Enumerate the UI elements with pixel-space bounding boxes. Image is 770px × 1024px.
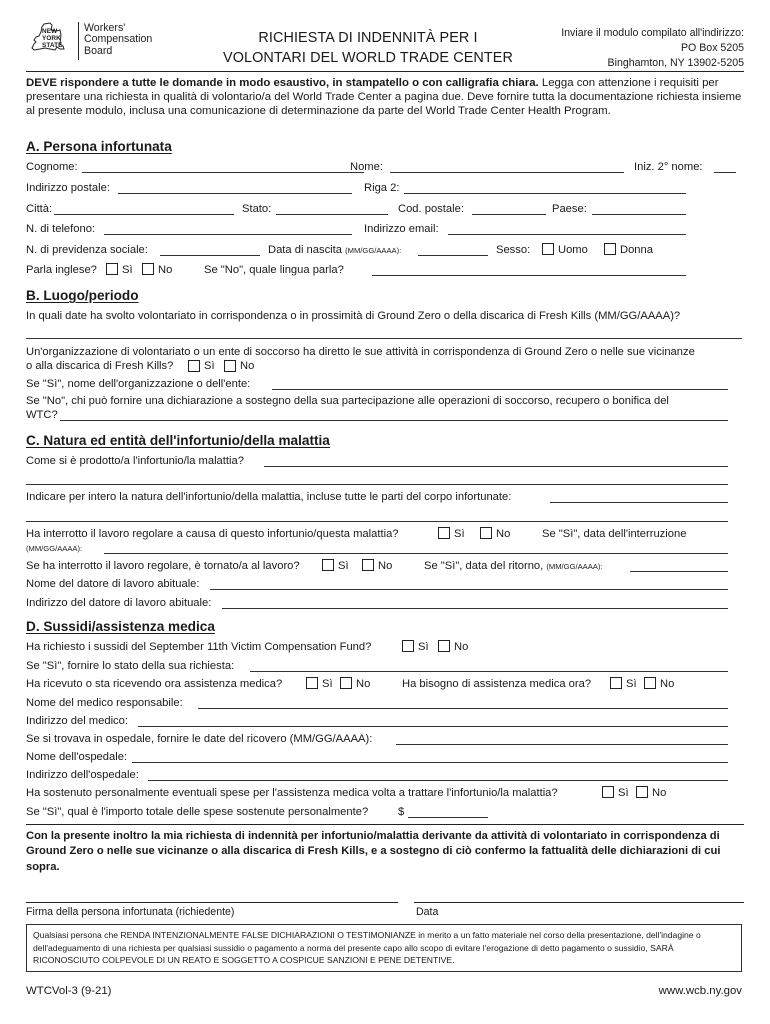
- hospital-dates-field[interactable]: [396, 744, 728, 745]
- ssn-label: N. di previdenza sociale:: [26, 244, 148, 256]
- needs-care-label: Ha bisogno di assistenza medica ora?: [402, 678, 592, 690]
- row-employer-name: [26, 577, 744, 592]
- section-d-title: D. Sussidi/assistenza medica: [26, 619, 215, 634]
- vcf-status-label: Se "Sì", fornire lo stato della sua richiesta:: [26, 660, 235, 672]
- english-yes-label: Sì: [122, 264, 133, 276]
- employer-name-label: Nome del datore di lavoro abituale:: [26, 578, 200, 590]
- stopped-work-label: Ha interrotto il lavoro regolare a causa di questo infortunio/questa malattia?: [26, 528, 399, 540]
- vcf-no-label: No: [454, 641, 469, 653]
- returned-no-label: No: [378, 560, 393, 572]
- row-contact: [26, 222, 744, 237]
- volunteer-dates-field[interactable]: [26, 338, 742, 339]
- receiving-care-no-label: No: [356, 678, 371, 690]
- row-address: [26, 181, 744, 196]
- row-name: [26, 160, 744, 175]
- row-city: [26, 202, 744, 217]
- hospital-address-label: Indirizzo dell'ospedale:: [26, 769, 139, 781]
- doctor-name-field[interactable]: [198, 708, 728, 709]
- returned-no-checkbox[interactable]: [362, 559, 374, 571]
- dob-label: Data di nascita (MM/GG/AAAA):: [268, 244, 402, 256]
- date-field[interactable]: [414, 902, 744, 903]
- sex-label: Sesso:: [496, 244, 531, 256]
- postal-code-field[interactable]: [472, 214, 546, 215]
- section-b-title: B. Luogo/periodo: [26, 288, 139, 303]
- surname-field[interactable]: [82, 172, 364, 173]
- returned-work-label: Se ha interrotto il lavoro regolare, è tornato/a al lavoro?: [26, 560, 300, 572]
- needs-care-no-label: No: [660, 678, 675, 690]
- row-ssn-dob-sex: [26, 243, 744, 258]
- ssn-field[interactable]: [160, 255, 260, 256]
- support-statement-field[interactable]: [60, 420, 728, 421]
- stop-date-format: (MM/GG/AAAA):: [26, 544, 83, 553]
- organization-question-line2: o alla discarica di Fresh Kills?: [26, 360, 174, 372]
- row-paid-expenses: [26, 786, 744, 801]
- paid-expenses-yes-checkbox[interactable]: [602, 786, 614, 798]
- fraud-warning-box: [26, 924, 742, 972]
- english-no-label: No: [158, 264, 173, 276]
- receiving-care-yes-label: Sì: [322, 678, 333, 690]
- dob-field[interactable]: [418, 255, 488, 256]
- language-label: Se "No", quale lingua parla?: [204, 264, 344, 276]
- employer-name-field[interactable]: [210, 589, 728, 590]
- receiving-care-label: Ha ricevuto o sta ricevendo ora assistenza medica?: [26, 678, 283, 690]
- stopped-work-yes-checkbox[interactable]: [438, 527, 450, 539]
- english-yes-checkbox[interactable]: [106, 263, 118, 275]
- injury-nature-field[interactable]: [550, 502, 728, 503]
- phone-field[interactable]: [104, 234, 352, 235]
- form-header: [26, 18, 744, 70]
- state-field[interactable]: [276, 214, 388, 215]
- row-vcf-status: [26, 659, 744, 674]
- english-no-checkbox[interactable]: [142, 263, 154, 275]
- vcf-yes-label: Sì: [418, 641, 429, 653]
- row-how-occurred: [26, 454, 744, 469]
- name-label: Nome:: [350, 161, 383, 173]
- total-expenses-field[interactable]: [408, 817, 488, 818]
- injury-nature-field-continued[interactable]: [26, 521, 728, 522]
- language-field[interactable]: [372, 275, 686, 276]
- address-line2-label: Riga 2:: [364, 182, 400, 194]
- middle-initial-field[interactable]: [714, 172, 736, 173]
- return-date-label: Se "Sì", data del ritorno, (MM/GG/AAAA):: [424, 560, 603, 572]
- receiving-care-no-checkbox[interactable]: [340, 677, 352, 689]
- form-title: RICHIESTA DI INDENNITÀ PER I VOLONTARI DEL WORLD TRADE CENTER: [223, 30, 513, 66]
- row-volunteer-dates-answer: [26, 326, 744, 341]
- organization-name-field[interactable]: [272, 389, 728, 390]
- organization-name-label: Se "Sì", nome dell'organizzazione o dell'ente:: [26, 378, 251, 390]
- paid-expenses-label: Ha sostenuto personalmente eventuali spese per l'assistenza medica volta a trattare l'infortunio/la malattia?: [26, 787, 558, 799]
- organization-no-checkbox[interactable]: [224, 360, 236, 372]
- returned-yes-checkbox[interactable]: [322, 559, 334, 571]
- vcf-status-field[interactable]: [250, 671, 728, 672]
- row-employer-address: [26, 596, 744, 611]
- organization-yes-label: Sì: [204, 360, 215, 372]
- total-expenses-label: Se "Sì", qual è l'importo totale delle spese sostenute personalmente?: [26, 806, 369, 818]
- middle-initial-label: Iniz. 2° nome:: [634, 161, 703, 173]
- agency-name: Workers' Compensation Board: [84, 22, 153, 57]
- stopped-work-no-checkbox[interactable]: [480, 527, 492, 539]
- name-field[interactable]: [390, 172, 624, 173]
- row-hospital-address: [26, 768, 744, 783]
- row-injury-nature: [26, 490, 744, 505]
- hospital-dates-label: Se si trovava in ospedale, fornire le date del ricovero (MM/GG/AAAA):: [26, 733, 373, 745]
- stop-date-label: Se "Sì", data dell'interruzione: [542, 528, 687, 540]
- country-label: Paese:: [552, 203, 587, 215]
- signature-label: Firma della persona infortunata (richiedente): [26, 906, 235, 918]
- volunteer-dates-question: In quali date ha svolto volontariato in corrispondenza o in prossimità di Ground Zero o della discarica di Fresh Kills (MM/GG/AAAA)?: [26, 310, 681, 322]
- sex-female-label: Donna: [620, 244, 653, 256]
- paid-expenses-no-label: No: [652, 787, 667, 799]
- logo-divider: [78, 22, 79, 60]
- postal-address-label: Indirizzo postale:: [26, 182, 110, 194]
- state-label: Stato:: [242, 203, 272, 215]
- how-occurred-field[interactable]: [264, 466, 728, 467]
- employer-address-field[interactable]: [222, 608, 728, 609]
- row-hospital-name: [26, 750, 744, 765]
- section-a-title: A. Persona infortunata: [26, 139, 172, 154]
- organization-yes-checkbox[interactable]: [188, 360, 200, 372]
- email-field[interactable]: [448, 234, 686, 235]
- row-organization-name: [26, 377, 744, 392]
- doctor-address-field[interactable]: [138, 726, 728, 727]
- vcf-label: Ha richiesto i sussidi del September 11th Victim Compensation Fund?: [26, 641, 372, 653]
- vcf-yes-checkbox[interactable]: [402, 640, 414, 652]
- doctor-address-label: Indirizzo del medico:: [26, 715, 128, 727]
- row-support-answer: [26, 408, 744, 423]
- email-label: Indirizzo email:: [364, 223, 439, 235]
- receiving-care-yes-checkbox[interactable]: [306, 677, 318, 689]
- row-injury-nature-cont: [26, 509, 744, 524]
- hospital-name-label: Nome dell'ospedale:: [26, 751, 128, 763]
- stopped-work-yes-label: Sì: [454, 528, 465, 540]
- how-occurred-label: Come si è prodotto/a l'infortunio/la malattia?: [26, 455, 244, 467]
- postal-address-field[interactable]: [118, 193, 352, 194]
- support-question-line2: WTC?: [26, 409, 58, 421]
- stopped-work-no-label: No: [496, 528, 511, 540]
- logo-state-text: NEW YORK STATE: [42, 28, 63, 49]
- organization-no-label: No: [240, 360, 255, 372]
- row-stop-date: [26, 541, 744, 556]
- row-doctor-address: [26, 714, 744, 729]
- currency-symbol: $: [398, 806, 405, 818]
- row-hospital-dates: [26, 732, 744, 747]
- row-total-expenses: [26, 805, 744, 820]
- row-vcf: [26, 640, 744, 655]
- row-organization-answer: [26, 359, 744, 374]
- row-volunteer-dates: [26, 309, 744, 324]
- declaration-rule: [26, 824, 744, 825]
- signature-field[interactable]: [26, 902, 398, 903]
- fraud-warning-text: Qualsiasi persona che RENDA INTENZIONALMENTE FALSE DICHIARAZIONI O TESTIMONIANZE in merito a un fatto materiale nel corso della presentazione, dell'indagine o dell'adeguamento di una richiesta per qualsiasi sussidio o pagamento a norma del presente capo allo scopo di evitare l'erogazione di detto pagamento o sussidio, SARÀ RICONOSCIUTO COLPEVOLE DI UN REATO E SOGGETTO A COSPICUE SANZIONI E PENE DETENTIVE.: [33, 930, 701, 966]
- paid-expenses-no-checkbox[interactable]: [636, 786, 648, 798]
- stop-date-field[interactable]: [104, 553, 728, 554]
- surname-label: Cognome:: [26, 161, 78, 173]
- row-language: [26, 263, 744, 278]
- organization-question: Un'organizzazione di volontariato o un ente di soccorso ha diretto le sue attività in corrispondenza di Ground Zero o nelle sue vicinanze: [26, 346, 695, 358]
- support-statement-question: Se "No", chi può fornire una dichiarazione a sostegno della sua partecipazione alle operazioni di soccorso, recupero o bonifica del: [26, 395, 669, 407]
- header-rule: [26, 71, 744, 72]
- injury-nature-label: Indicare per intero la natura dell'infortunio/della malattia, incluse tutte le parti del corpo infortunate:: [26, 491, 512, 503]
- instructions: DEVE rispondere a tutte le domande in modo esaustivo, in stampatello o con calligrafia chiara. Legga con attenzione i requisiti per presentare una richiesta in qualità di volontario/a del World Trade Center a pagina due. Deve fornire tutta la documentazione richiesta insieme al presente modulo, inclusa una comunicazione di determinazione da parte del World Trade Center Health Program.: [26, 77, 742, 117]
- speaks-english-label: Parla inglese?: [26, 264, 97, 276]
- needs-care-yes-label: Sì: [626, 678, 637, 690]
- date-label: Data: [416, 906, 439, 918]
- hospital-name-field[interactable]: [132, 762, 728, 763]
- website-link[interactable]: www.wcb.ny.gov: [658, 985, 742, 997]
- returned-yes-label: Sì: [338, 560, 349, 572]
- declaration-text: Con la presente inoltro la mia richiesta di indennità per infortunio/malattia derivante da attività di volontariato in corrispondenza di Ground Zero o nelle sue vicinanze o alla discarica di Fresh Kills, e a sostegno di ciò confermo la fattualità delle dichiarazioni di cui sopra.: [26, 830, 721, 873]
- sex-male-checkbox[interactable]: [542, 243, 554, 255]
- section-c-title: C. Natura ed entità dell'infortunio/della malattia: [26, 433, 330, 448]
- city-label: Città:: [26, 203, 53, 215]
- mailing-address: Inviare il modulo compilato all'indirizzo: PO Box 5205 Binghamton, NY 13902-5205: [561, 27, 744, 69]
- row-medical-care: [26, 677, 744, 692]
- sex-female-checkbox[interactable]: [604, 243, 616, 255]
- needs-care-no-checkbox[interactable]: [644, 677, 656, 689]
- needs-care-yes-checkbox[interactable]: [610, 677, 622, 689]
- form-id: WTCVol-3 (9-21): [26, 985, 112, 997]
- hospital-address-field[interactable]: [148, 780, 728, 781]
- address-line2-field[interactable]: [404, 193, 686, 194]
- paid-expenses-yes-label: Sì: [618, 787, 629, 799]
- row-returned-work: [26, 559, 744, 574]
- row-stopped-work: [26, 527, 744, 542]
- return-date-field[interactable]: [630, 571, 728, 572]
- phone-label: N. di telefono:: [26, 223, 96, 235]
- city-field[interactable]: [54, 214, 234, 215]
- doctor-name-label: Nome del medico responsabile:: [26, 697, 183, 709]
- sex-male-label: Uomo: [558, 244, 588, 256]
- row-doctor-name: [26, 696, 744, 711]
- how-occurred-field-continued[interactable]: [26, 484, 728, 485]
- postal-code-label: Cod. postale:: [398, 203, 464, 215]
- employer-address-label: Indirizzo del datore di lavoro abituale:: [26, 597, 212, 609]
- country-field[interactable]: [592, 214, 686, 215]
- vcf-no-checkbox[interactable]: [438, 640, 450, 652]
- row-how-occurred-cont: [26, 472, 744, 487]
- agency-logo: [30, 22, 152, 60]
